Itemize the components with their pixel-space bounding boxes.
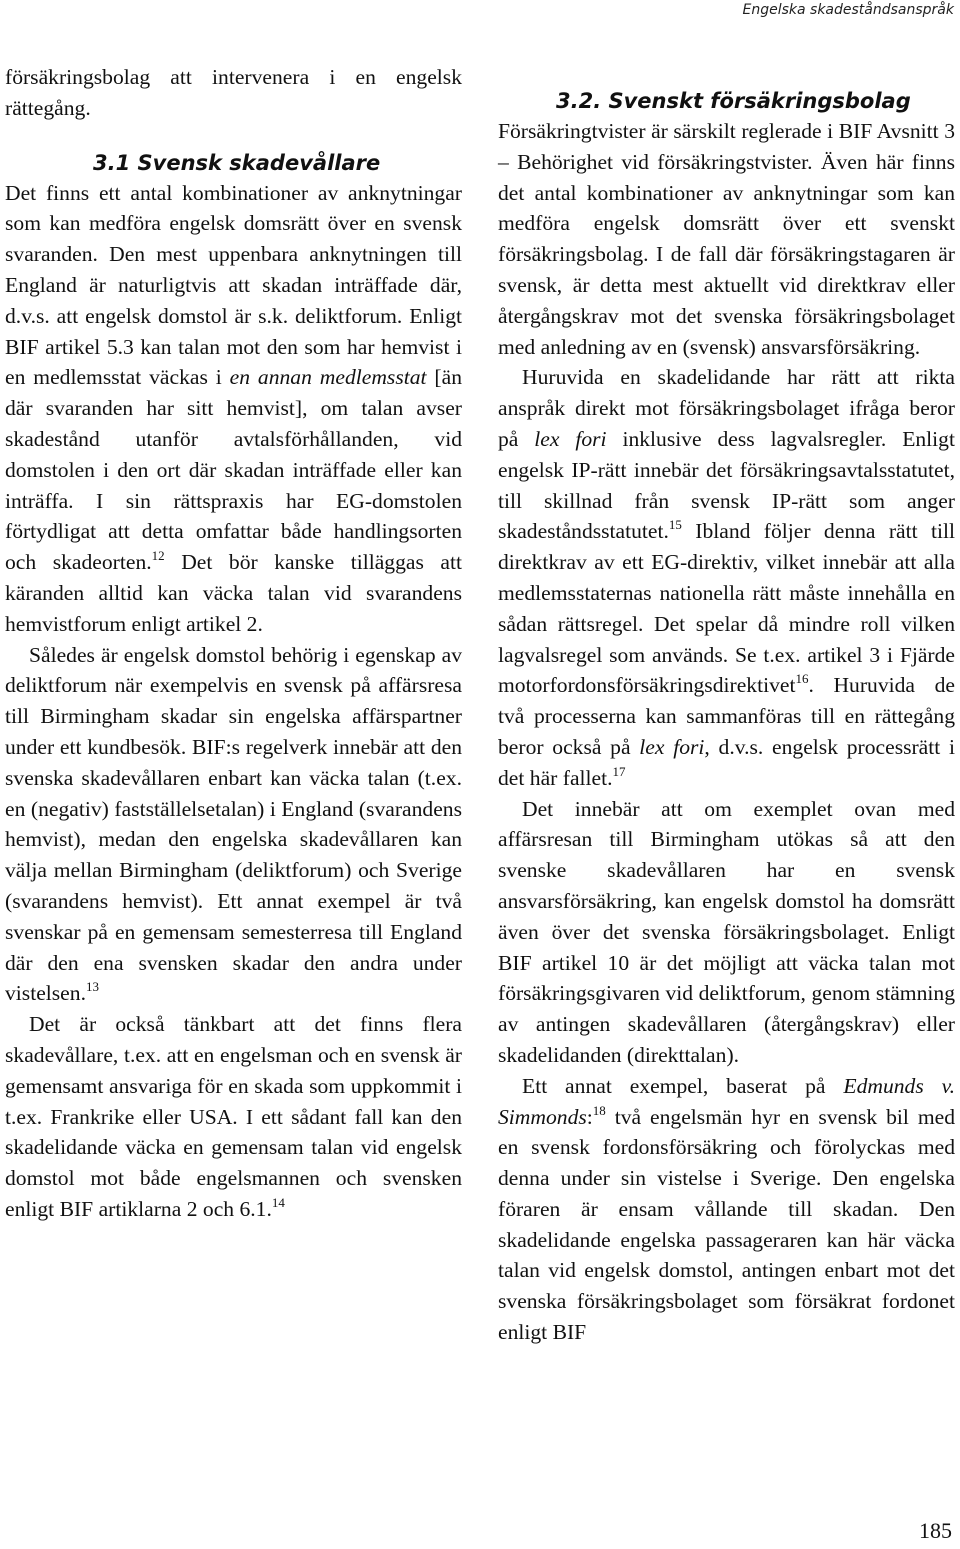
paragraph-direct-claims: Huruvida en skadelidande har rätt att rikta anspråk direkt mot försäkringsbolaget ifråga beror på lex fori inklusive dess lagvalsregler. Enligt engelsk IP-rätt innebär det försäkringsavtalsstatutet, till skillnad från svensk IP-rätt som anger skadeståndsstatutet.$^{15}$ Ibland följer denna rätt till direktkrav av ett EG-direktiv, vilket innebär att alla medlemsstaternas nationella rätt måste innehålla en sådan rättsregel. Det spelar då mindre roll vilken lagvalsregel som används. Se t.ex. artikel 3 i Fjärde motorfordonsförsäkringsdirektivet$^{16}$. Huruvida de två processerna kan sammanföras till en rättegång beror också på lex fori, d.v.s. engelsk processrätt i det här fallet.$^{17}$: [498, 365, 955, 790]
paragraph-edmunds-example: Ett annat exempel, baserat på Edmunds v. Simmonds:$^{18}$ två engelsmän hyr en svensk bil med en svensk fordonsförsäkring och förolyckas med denna under sin vistelse i Sverige. Den engelska föraren är ensam vållande till skadan. Den skadelidande engelska passageraren kan här väcka talan vid engelsk domstol, antingen enbart mot det svenska försäkringsbolaget som försäkrat fordonet enligt BIF: [498, 1073, 956, 1345]
italic-lex-fori: lex fori: [534, 426, 607, 451]
paragraph-deliktforum: Det finns ett antal kombinationer av anknytningar som kan medföra engelsk domsrätt över en svensk svaranden. Den mest uppenbara anknytningen till England är naturligtvis att skadan inträffade där, d.v.s. att engelsk domstol är s.k. deliktforum. Enligt BIF artikel 5.3 kan talan mot den som har hemvist i en medlemsstat väckas i en annan medlemsstat [än där svaranden har sitt hemvist], om talan avser skadestånd utanför avtalsförhållanden, vid domstolen i den ort där skadan inträffade eller kan inträffa. I sin rättspraxis har EG-domstolen förtydligat att detta omfattar både handlingsorten och skadeorten.$^{12}$ Det bör kanske tilläggas att käranden alltid kan väcka talan vid svarandens hemvistforum enligt artikel 2.: [5, 180, 462, 636]
left-column: [5, 62, 462, 1225]
section-heading-3-1: 3.1 Svensk skadevållare: [93, 150, 381, 175]
paragraph-birmingham-example: Således är engelsk domstol behörig i egenskap av deliktforum när exempelvis en svensk på affärsresa till Birmingham skadar sin engelska affärspartner under ett kundbesök. BIF:s regelverk innebär att den svenska skadevållaren enbart kan väcka talan (t.ex. en (negativ) fastställelsetalan) i England (svarandens hemvist), medan den engelska skadevållaren kan välja mellan Birmingham (deliktforum) och Sverige (svarandens hemvist). Ett annat exempel är två svenskar på en gemensam semesterresa till England där den ena svensken skadar den andra under vistelsen.$^{13}$: [5, 642, 462, 1006]
right-column: [498, 86, 955, 1348]
page-number: 185: [919, 1518, 952, 1543]
footnote-ref-14[interactable]: 14: [271, 1194, 285, 1210]
paragraph-extended-example: Det innebär att om exemplet ovan med affärsresan till Birmingham utökas så att den svenske skadevållaren har en svensk ansvarsförsäkring, kan engelsk domstol ha domsrätt även över det svenska försäkringsbolaget. Enligt BIF artikel 10 är det möjligt att väcka talan mot försäkringsgivaren vid deliktforum, genom stämning av antingen skadevållaren (återgångskrav) eller skadelidanden (direkttalan).: [498, 796, 955, 1067]
running-header: Engelska skadeståndsanspråk: [742, 2, 954, 18]
footnote-ref-13[interactable]: 13: [85, 979, 99, 995]
paragraph-multiple-tortfeasors: Det är också tänkbart att det finns flera skadevållare, t.ex. att en engelsman och en svensk är gemensamt ansvariga för en skada som uppkommit i t.ex. Frankrike eller USA. I ett sådant fall kan den skadelidande väcka en gemensam talan vid engelsk domstol mot både engelsmannen och svensken enligt BIF artiklarna 2 och 6.1.14: [5, 1012, 462, 1221]
italic-case-name: Edmunds v. Simmonds: [498, 1073, 956, 1129]
footnote-ref-15[interactable]: 15: [668, 517, 682, 533]
paragraph-insurance-disputes: Försäkringtvister är särskilt reglerade i BIF Avsnitt 3 – Behörighet vid försäkringstvister. Även här finns det antal kombinationer av anknytningar som kan medföra engelsk domsrätt över ett svenskt försäkringsbolag. I de fall där försäkringstagaren är svensk, är detta mest aktuellt vid direktkrav eller återgångskrav mot det svenska försäkringsbolaget med anledning av en (svensk) ansvarsförsäkring.: [498, 119, 955, 359]
italic-lex-fori: lex fori: [639, 734, 705, 759]
intro-paragraph: försäkringsbolag att intervenera i en engelsk rättegång.: [5, 65, 462, 120]
footnote-ref-12[interactable]: 12: [151, 548, 165, 564]
italic-phrase: en annan medlemsstat: [229, 365, 427, 390]
footnote-ref-17[interactable]: 17: [612, 763, 626, 779]
section-heading-3-2: 3.2. Svenskt försäkringsbolag: [556, 89, 911, 113]
footnote-ref-18[interactable]: 18: [592, 1102, 606, 1118]
footnote-ref-16[interactable]: 16: [795, 671, 809, 687]
